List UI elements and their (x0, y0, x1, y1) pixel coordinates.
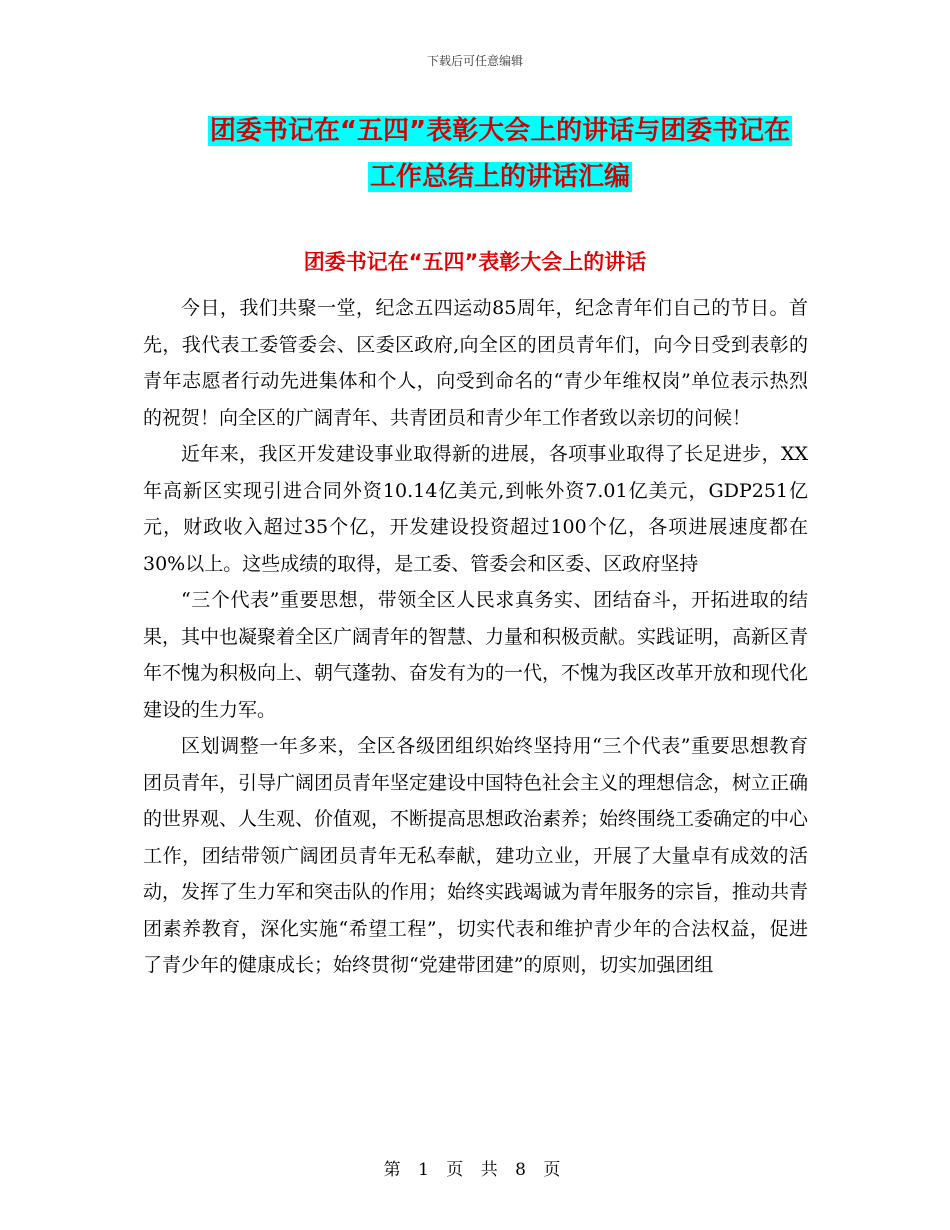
paragraph: 今日，我们共聚一堂，纪念五四运动85周年，纪念青年们自己的节日。首先，我代表工委管委会、区委区政府,向全区的团员青年们，向今日受到表彰的青年志愿者行动先进集体和个人，向受到命名的“青少年维权岗”单位表示热烈的祝贺！向全区的广阔青年、共青团员和青少年工作者致以亲切的问候！ (143, 297, 808, 429)
document-title (150, 108, 850, 200)
paragraph: “三个代表”重要思想，带领全区人民求真务实、团结奋斗，开拓进取的结果，其中也凝聚着全区广阔青年的智慧、力量和积极贡献。实践证明，高新区青年不愧为积极向上、朝气蓬勃、奋发有为的一代，不愧为我区改革开放和现代化建设的生力军。 (143, 589, 809, 721)
paragraph: 区划调整一年多来，全区各级团组织始终坚持用“三个代表”重要思想教育团员青年，引导广阔团员青年坚定建设中国特色社会主义的理想信念，树立正确的世界观、人生观、价值观，不断提高思想政治素养；始终围绕工委确定的中心工作，团结带领广阔团员青年无私奉献，建功立业，开展了大量卓有成效的活动，发挥了生力军和突击队的作用；始终实践竭诚为青年服务的宗旨，推动共青团素养教育，深化实施“希望工程”，切实代表和维护青少年的合法权益，促进了青少年的健康成长；始终贯彻“党建带团建”的原则，切实加强团组 (143, 735, 809, 976)
title-line-1: 团委书记在“五四”表彰大会上的讲话与团委书记在 (209, 116, 791, 146)
paragraph: 近年来，我区开发建设事业取得新的进展，各项事业取得了长足进步，XX年高新区实现引进合同外资10.14亿美元,到帐外资7.01亿美元，GDP251亿元，财政收入超过35个亿，开发建设投资超过100个亿，各项进展速度都在30%以上。这些成绩的取得，是工委、管委会和区委、区政府坚持 (143, 443, 808, 575)
title-line-2: 工作总结上的讲话汇编 (369, 162, 630, 192)
page-footer: 第 1 页 共 8 页 (383, 1160, 567, 1180)
header-note: 下载后可任意编辑 (426, 54, 523, 68)
document-body (143, 290, 808, 984)
section-title: 团委书记在“五四”表彰大会上的讲话 (303, 250, 647, 274)
